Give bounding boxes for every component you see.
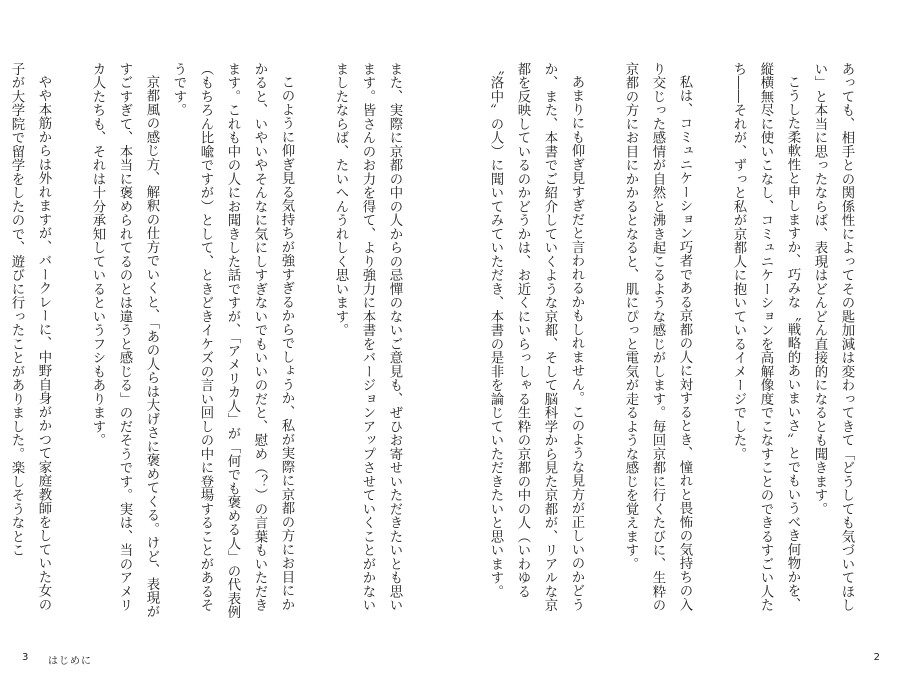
paragraph: こうした柔軟性と申しますか、巧みな〝戦略的あいまいさ〟とでもいうべき何物かを、縦横無尽に使いこなし、コミュニケーションを高解像度でこなすことのできるすごい人たち――それが、ずっと私が京都人に抱いているイメージでした。 — [731, 62, 800, 612]
paragraph: 京都風の感じ方、解釈の仕方でいくと、「あの人らは大げさに褒めてくる。けど、表現がすごすぎて、本当に褒められてるのとは違うと感じる」のだそうです。実は、当のアメリカ人たちも、それは十分承知しているというフシもあります。 — [90, 62, 159, 619]
right-page-number: 2 — [873, 652, 880, 663]
paragraph: このように仰ぎ見る気持ちが強すぎるからでしょうか、私が実際に京都の方にお目にかかると、いやいやそんなに気にしすぎないでもいいのだと、慰め（？）の言葉もいただきます。これも中の人にお聞きした話ですが、「アメリカ人」が「何でも褒める人」の代表例（もちろん比喩ですが）として、ときどきイケズの言い回しの中に登場することがあるそうです。 — [171, 62, 294, 620]
paragraph: あまりにも仰ぎ見すぎだと言われるかもしれません。このような見方が正しいのかどうか、また、本書でご紹介していくような京都、そして脳科学から見た京都が、リアルな京都を反映しているのかどうかは、お近くにいらっしゃる生粋の京都の中の人（いわゆる〝洛中〟の人）に聞いてみていただき、本書の是非を論じていただきたいと思います。 — [488, 62, 584, 612]
paragraph: やや本筋からは外れますが、バークレーに、中野自身がかつて家庭教師をしていた女の子が大学院で留学をしたので、遊びに行ったことがありました。楽しそうなとこ — [9, 62, 51, 612]
right-page-body — [420, 62, 860, 622]
left-page-number: 3 — [22, 652, 29, 663]
paragraph: あっても、相手との関係性によってその匙加減は変わってきて「どうしても気づいてほしい」と本当に思ったならば、表現はどんどん直接的になるとも聞きます。 — [812, 62, 854, 612]
left-page-body — [8, 62, 408, 622]
paragraph: 私は、コミュニケーション巧者である京都の人に対するとき、憧れと畏怖の気持ちの入り交じった感情が自然と沸き起こるような感じがします。毎回京都に行くたびに、生粋の京都の方にお目にかかるとなると、肌にぴっと電気が走るような感じを覚えます。 — [623, 62, 692, 612]
running-head: はじめに — [48, 656, 92, 667]
paragraph: また、実際に京都の中の人からの忌憚のないご意見も、ぜひお寄せいただきたいとも思います。皆さんのお力を得て、より強力に本書をバージョンアップさせていくことがかないましたならば、たいへんうれしく思います。 — [333, 62, 402, 612]
